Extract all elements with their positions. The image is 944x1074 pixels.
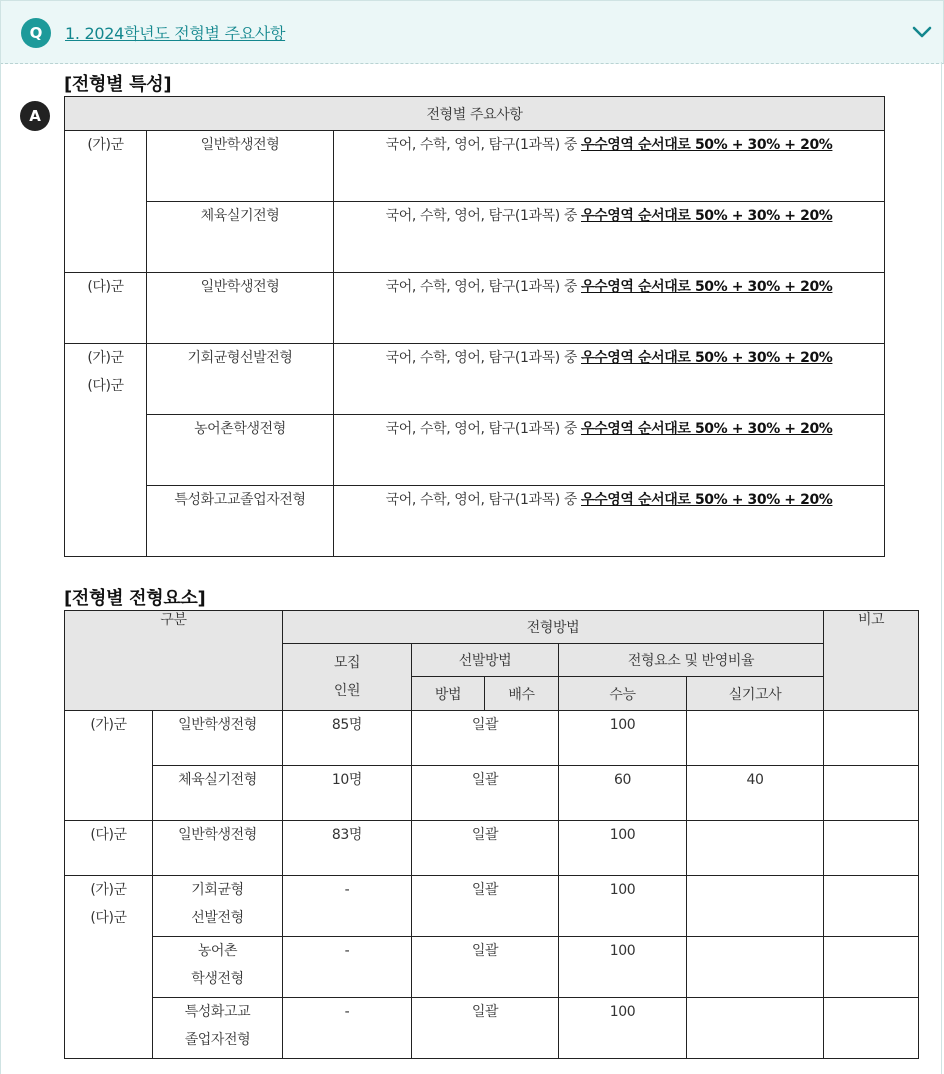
features-row [65,486,885,557]
features-description-emphasis: 우수영역 순서대로 50% + 30% + 20% [581,137,833,153]
header-selection-method: 방법 [412,677,485,711]
elements-recruit-count: - [283,876,412,937]
features-admission-type: 일반학생전형 [147,131,334,202]
elements-admission-type-line: 농어촌 [197,943,238,959]
elements-recruit-count: - [283,937,412,998]
elements-row [65,876,919,937]
features-description-emphasis: 우수영역 순서대로 50% + 30% + 20% [581,421,833,437]
features-row [65,131,885,202]
elements-practical-ratio [687,937,824,998]
elements-group-label [65,711,153,821]
elements-row [65,766,919,821]
elements-admission-type [153,711,283,766]
elements-admission-type-line: 학생전형 [191,971,244,987]
elements-remarks [824,711,919,766]
elements-practical-ratio: 40 [687,766,824,821]
header-recruit-line2: 인원 [333,683,361,699]
features-description-text: 국어, 수학, 영어, 탐구(1과목) 중 [385,137,581,153]
elements-selection-method: 일괄 [412,766,559,821]
elements-group-label-line: (가)군 [90,717,127,733]
elements-admission-type [153,821,283,876]
elements-remarks [824,766,919,821]
elements-practical-ratio [687,998,824,1059]
features-row [65,202,885,273]
features-description-text: 국어, 수학, 영어, 탐구(1과목) 중 [385,492,581,508]
header-ratio: 전형요소 및 반영비율 [559,644,824,677]
features-table [64,96,885,557]
elements-admission-type-line: 일반학생전형 [178,717,257,733]
elements-selection-method: 일괄 [412,998,559,1059]
features-description-text: 국어, 수학, 영어, 탐구(1과목) 중 [385,208,581,224]
elements-recruit-count: - [283,998,412,1059]
elements-group-label [65,821,153,876]
features-admission-type: 일반학생전형 [147,273,334,344]
features-group-label [65,131,147,273]
elements-remarks [824,821,919,876]
elements-selection-method: 일괄 [412,876,559,937]
features-description-emphasis: 우수영역 순서대로 50% + 30% + 20% [581,279,833,295]
features-row [65,415,885,486]
elements-group-label-line: (다)군 [90,910,127,926]
elements-practical-ratio [687,711,824,766]
elements-row [65,998,919,1059]
elements-admission-type-line: 특성화고교 [184,1004,251,1020]
elements-admission-type [153,937,283,998]
features-description-text: 국어, 수학, 영어, 탐구(1과목) 중 [385,421,581,437]
features-admission-type: 체육실기전형 [147,202,334,273]
header-selection: 선발방법 [412,644,559,677]
elements-admission-type [153,998,283,1059]
features-table-header: 전형별 주요사항 [65,97,885,131]
elements-table [64,610,919,1059]
elements-suneung-ratio: 100 [559,876,687,937]
question-badge: Q [21,18,51,48]
features-group-label-line: (다)군 [87,279,124,295]
elements-selection-method: 일괄 [412,821,559,876]
header-selection-multiple: 배수 [485,677,559,711]
header-suneung: 수능 [559,677,687,711]
elements-admission-type-line: 체육실기전형 [178,772,257,788]
features-group-label-line: (가)군 [87,350,124,366]
elements-selection-method: 일괄 [412,711,559,766]
features-description [334,344,885,415]
features-group-label [65,273,147,344]
features-group-label-line: (다)군 [87,378,124,394]
header-recruit-line1: 모집 [333,655,361,671]
header-category: 구분 [65,611,283,711]
header-practical: 실기고사 [687,677,824,711]
features-description-emphasis: 우수영역 순서대로 50% + 30% + 20% [581,492,833,508]
faq-question-title[interactable]: 1. 2024학년도 전형별 주요사항 [65,24,286,43]
features-description-emphasis: 우수영역 순서대로 50% + 30% + 20% [581,208,833,224]
elements-selection-method: 일괄 [412,937,559,998]
chevron-down-icon[interactable] [909,19,935,45]
features-description [334,131,885,202]
elements-recruit-count: 85명 [283,711,412,766]
elements-practical-ratio [687,876,824,937]
features-admission-type: 특성화고교졸업자전형 [147,486,334,557]
elements-suneung-ratio: 100 [559,711,687,766]
features-description [334,486,885,557]
elements-suneung-ratio: 100 [559,998,687,1059]
features-row [65,273,885,344]
elements-recruit-count: 83명 [283,821,412,876]
elements-row [65,711,919,766]
features-description [334,415,885,486]
features-description [334,273,885,344]
features-group-label-line: (가)군 [87,137,124,153]
features-section-title: [전형별 특성] [64,74,172,95]
elements-suneung-ratio: 100 [559,821,687,876]
elements-admission-type-line: 선발전형 [191,910,244,926]
elements-remarks [824,937,919,998]
features-description [334,202,885,273]
answer-badge: A [20,101,50,131]
elements-admission-type-line: 일반학생전형 [178,827,257,843]
features-row [65,344,885,415]
header-method: 전형방법 [283,611,824,644]
features-description-text: 국어, 수학, 영어, 탐구(1과목) 중 [385,279,581,295]
header-remarks: 비고 [824,611,919,711]
elements-remarks [824,998,919,1059]
features-description-text: 국어, 수학, 영어, 탐구(1과목) 중 [385,350,581,366]
elements-remarks [824,876,919,937]
features-description-emphasis: 우수영역 순서대로 50% + 30% + 20% [581,350,833,366]
elements-admission-type [153,876,283,937]
features-admission-type: 농어촌학생전형 [147,415,334,486]
elements-section-title: [전형별 전형요소] [64,588,206,609]
elements-row [65,937,919,998]
faq-question-header[interactable] [0,0,944,64]
elements-recruit-count: 10명 [283,766,412,821]
elements-admission-type-line: 기회균형 [191,882,244,898]
elements-admission-type [153,766,283,821]
header-recruit [283,644,412,711]
features-group-label [65,344,147,557]
elements-suneung-ratio: 60 [559,766,687,821]
elements-group-label-line: (가)군 [90,882,127,898]
elements-row [65,821,919,876]
elements-admission-type-line: 졸업자전형 [184,1032,251,1048]
elements-practical-ratio [687,821,824,876]
elements-suneung-ratio: 100 [559,937,687,998]
elements-group-label-line: (다)군 [90,827,127,843]
elements-group-label [65,876,153,1059]
features-admission-type: 기회균형선발전형 [147,344,334,415]
